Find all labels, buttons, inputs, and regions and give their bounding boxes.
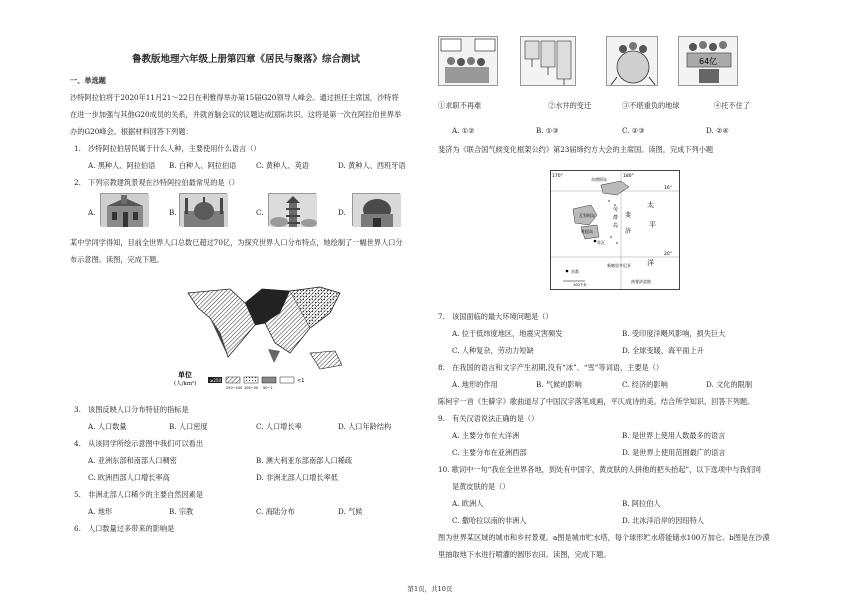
question-4-stem: 4. 从该同学所绘示意图中我们可以看出 [74, 439, 204, 448]
intro-text-5b: 里抽取地下水进行喷灌的圆形农田。读图，完成下题。 [438, 550, 611, 559]
cartoon-caption-2: ②水井的变迁 [548, 101, 592, 110]
intro-text-1a: 沙特阿拉伯将于2020年11月21～22日在利雅得举办第15届G20领导人峰会。通过担任主席国，沙特将 [70, 93, 399, 102]
intro-text-5a: 图为世界某区域的城市和乡村景观。a图是城市贮水塔，每个球形贮水塔能储水100万加仑。b图是在沙漠 [438, 533, 770, 542]
label-vanua-island: 瓦努阿岛 [579, 213, 595, 218]
mosque-image[interactable] [179, 193, 227, 226]
label-lau-2: 群 [613, 215, 619, 221]
cartoon-earth-image [606, 36, 658, 86]
fiji-map [550, 170, 680, 290]
legend-250-plus: ≥250 [210, 378, 221, 383]
q7-option-b[interactable]: B. 受印度洋飓风影响，损失巨大 [622, 329, 726, 338]
question-1-stem: 1. 沙特阿拉伯居民属于什么人种，主要使用什么语言（） [74, 144, 261, 153]
question-2-stem: 2. 下列宗教建筑景观在沙特阿拉伯最常见的是（） [74, 178, 239, 187]
q4-option-b[interactable]: B. 澳大利亚东部南部人口稀疏 [256, 456, 353, 465]
q6-option-d[interactable]: D. ②④ [706, 126, 729, 135]
intro-text-3: 斐济为《联合国气候变化框架公约》第23届缔约方大会的主席国。读图，完成下列小题 [438, 145, 714, 154]
q9-option-b[interactable]: B. 是世界上使用人数最多的语言 [622, 431, 726, 440]
q2-option-a-label[interactable]: A. [88, 208, 96, 217]
q1-option-b[interactable]: B. 白种人、阿拉伯语 [169, 161, 237, 170]
q7-option-d[interactable]: D. 全球变暖，海平面上升 [622, 346, 704, 355]
q8-option-b[interactable]: B. 气候的影响 [536, 380, 582, 389]
q5-option-d[interactable]: D. 气候 [338, 507, 363, 516]
intro-text-2a: 某中学同学得知，目前全世界人口总数已超过70亿，为探究世界人口分布特点，她绘制了一幅世界人口分 [70, 238, 403, 247]
q10-option-a[interactable]: A. 欧洲人 [452, 499, 484, 508]
world-population-map [170, 283, 370, 393]
question-10-stem-b: 是黄皮肤的是（） [452, 482, 510, 491]
question-3-stem: 3. 该图反映人口分布特征的指标是 [74, 405, 189, 414]
label-pacific-3: 洋 [647, 259, 654, 267]
map-lat-20: 20° [664, 252, 672, 257]
q3-option-a[interactable]: A. 人口数量 [88, 422, 127, 431]
label-pacific-1: 太 [647, 201, 654, 209]
label-lau-3: 岛 [613, 223, 619, 229]
label-fiji-2: 济 [625, 228, 632, 235]
q10-option-b[interactable]: B. 阿拉伯人 [622, 499, 661, 508]
intro-text-4: 陈柯宇一首《生僻字》歌曲道尽了中国汉字落笔成画，平仄成诗的美。结合所学知识，回答下列题。 [438, 397, 755, 406]
map-lon-170: 170° [552, 174, 563, 179]
q4-option-d[interactable]: D. 非洲北部人口增长率低 [256, 473, 338, 482]
label-new-caledonia: 新喀里多尼亚 [607, 263, 631, 268]
q7-option-c[interactable]: C. 人种复杂，劳动力短缺 [452, 346, 534, 355]
legend-50-1: 50~1 [263, 386, 273, 390]
q1-option-a[interactable]: A. 黑种人、阿拉伯语 [88, 161, 156, 170]
question-5-stem: 5. 非洲北部人口稀少的主要自然因素是 [74, 490, 204, 499]
label-south-fiji-basin: 南斐济盆地 [631, 279, 651, 284]
label-suva: 苏瓦 [597, 240, 605, 245]
map-unit-label: 单位 [178, 370, 192, 379]
q8-option-d[interactable]: D. 文化的限制 [706, 380, 753, 389]
label-pacific-2: 平 [649, 221, 656, 229]
legend-250-100: 250~100 [226, 386, 243, 390]
intro-text-1b: 在进一步加强与其他G20成员的关系，并就首脑会议的议题达成国际共识。这将是第一次在阿拉伯世界举 [70, 110, 402, 119]
q9-option-a[interactable]: A. 主要分布在大洋洲 [452, 431, 520, 440]
q10-option-d[interactable]: D. 北冰洋沿岸的因纽特人 [622, 516, 704, 525]
q9-option-c[interactable]: C. 主要分布在亚洲西部 [452, 448, 527, 457]
question-10-stem-a: 10. 歌词中一句“我在全世界各地，到处有中国字，黄皮肤的人拼他的把头抬起”，以下选项中与我们同 [438, 465, 761, 474]
q1-option-c[interactable]: C. 黄种人、英语 [256, 161, 309, 170]
map-unit-sub-label: (人/km²) [174, 381, 197, 387]
cartoon-overload-image [678, 36, 738, 86]
q3-option-d[interactable]: D. 人口年龄结构 [338, 422, 392, 431]
q1-option-d[interactable]: D. 黄种人、西班牙语 [338, 161, 406, 170]
q5-option-b[interactable]: B. 宗教 [169, 507, 194, 516]
question-6-stem: 6. 人口数量过多带来的影响是 [74, 524, 175, 533]
q9-option-d[interactable]: D. 是世界上使用范围最广的语言 [622, 448, 726, 457]
q4-option-c[interactable]: C. 欧洲西部人口增长率高 [88, 473, 170, 482]
question-9-stem: 9. 有关汉语说法正确的是（） [438, 414, 539, 423]
q2-option-c-label[interactable]: C. [256, 208, 264, 217]
legend-100-50: 100~50 [244, 386, 259, 390]
cartoon-caption-3: ③不堪重负的地球 [622, 101, 680, 110]
cartoon-caption-1: ①求职不再难 [438, 101, 482, 110]
label-viti-island: 维提岛 [581, 229, 593, 234]
legend-below-1: <1 [297, 378, 305, 384]
q6-option-b[interactable]: B. ①③ [536, 126, 559, 135]
q5-option-a[interactable]: A. 地形 [88, 507, 113, 516]
intro-text-2b: 布示意图。读图，完成下题。 [70, 255, 164, 264]
question-7-stem: 7. 该国面临的最大环境问题是（） [438, 312, 553, 321]
q10-option-c[interactable]: C. 撒哈拉以南的非洲人 [452, 516, 527, 525]
cartoon-caption-4: ④托不住了 [714, 101, 750, 110]
map-lat-16: 16° [664, 186, 672, 191]
q4-option-a[interactable]: A. 亚洲东部和南部人口稠密 [88, 456, 177, 465]
section-label: 一、单选题 [70, 76, 106, 85]
label-north-island: 东增阿岛 [591, 177, 607, 182]
document-title: 鲁教版地理六年级上册第四章《居民与聚落》综合测试 [131, 54, 360, 65]
q3-option-b[interactable]: B. 人口密度 [169, 422, 208, 431]
legend-capital: 首都 [571, 269, 579, 274]
church-building-image[interactable] [100, 193, 148, 226]
page-footer: 第1页，共10页 [407, 585, 453, 593]
cartoon-well-image [520, 36, 576, 86]
map-lon-180: 180° [623, 174, 634, 179]
q8-option-c[interactable]: C. 经济的影响 [622, 380, 668, 389]
q3-option-c[interactable]: C. 人口增长率 [256, 422, 302, 431]
question-8-stem: 8. 在我国的语言和文字产生初期,没有“冰”、“雪”等词语，主要是（） [438, 363, 664, 372]
q6-option-c[interactable]: C. ②③ [622, 126, 645, 135]
q8-option-a[interactable]: A. 地形的作用 [452, 380, 498, 389]
cartoon-64-yi-label: 64亿 [699, 57, 718, 66]
temple-image[interactable] [352, 193, 400, 226]
q5-option-c[interactable]: C. 海陆分布 [256, 507, 295, 516]
label-fiji-1: 斐 [625, 212, 632, 219]
intro-text-1c: 办的G20峰会。根据材料回答下列题： [70, 127, 193, 136]
q7-option-a[interactable]: A. 位于低纬度地区，地震灾害频发 [452, 329, 563, 338]
label-lau-1: 劳 [613, 207, 619, 213]
q2-option-d-label[interactable]: D. [338, 208, 346, 217]
scale-bar-label: 100千米 [573, 283, 587, 287]
q2-option-b-label[interactable]: B. [169, 208, 177, 217]
q6-option-a[interactable]: A. ①② [452, 126, 475, 135]
cartoon-job-hunting-image [438, 36, 498, 86]
pagoda-image[interactable] [268, 193, 316, 226]
